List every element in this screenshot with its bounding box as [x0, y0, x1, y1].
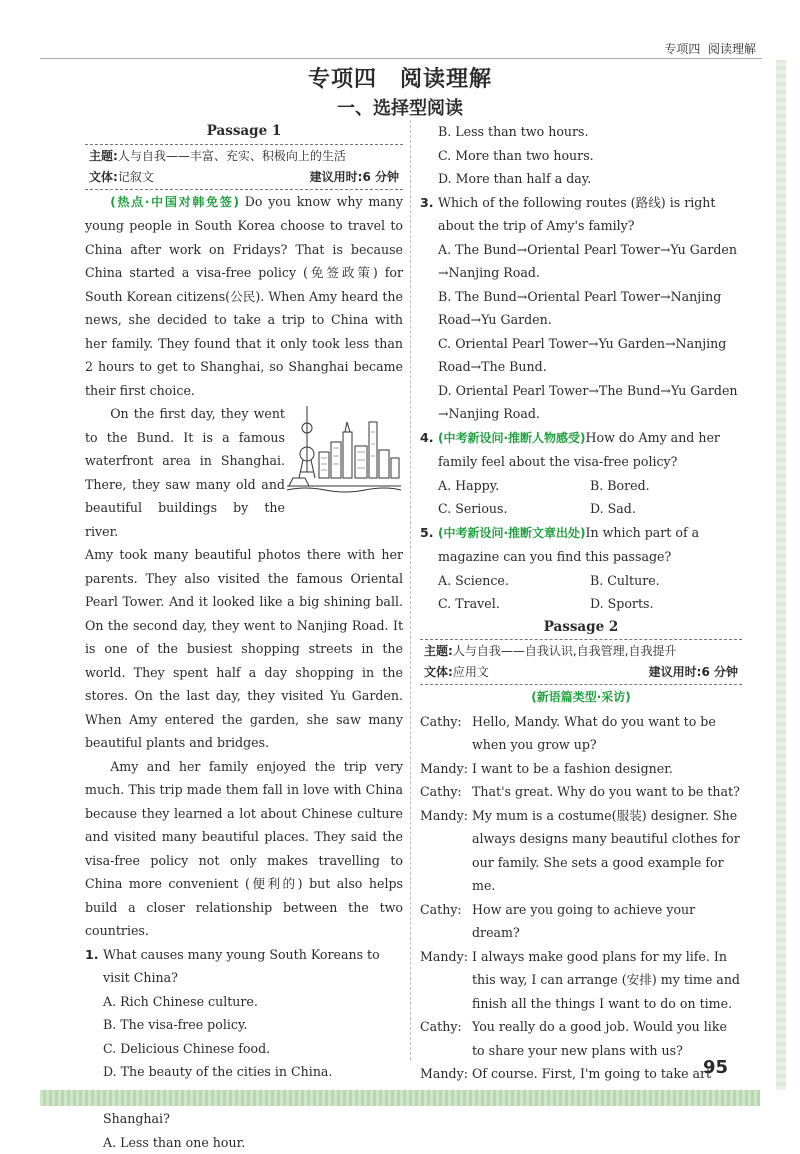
shanghai-skyline-illustration — [285, 402, 403, 494]
dialogue-line — [420, 804, 742, 898]
option-b[interactable]: B. Culture. — [590, 569, 742, 593]
passage2-tag-row — [420, 685, 742, 710]
question-text: Which of the following routes (路线) is right about the trip of Amy's family? — [438, 195, 715, 234]
option-c[interactable]: C. More than two hours. — [420, 144, 742, 168]
line-text: Of course. First, I'm going to take art — [472, 1062, 742, 1109]
line-text: Hello, Mandy. What do you want to be when you grow up? — [472, 710, 742, 757]
header-section: 专项四 — [664, 42, 700, 56]
running-header — [664, 40, 756, 57]
question-text: In which part of a magazine can you find this passage? — [438, 525, 699, 565]
speaker: Mandy: — [420, 945, 472, 1016]
hot-topic-tag: (热点·中国对韩免签) — [110, 195, 239, 209]
question-text: What causes many young South Koreans to visit China? — [103, 947, 380, 986]
option-b[interactable]: B. Bored. — [590, 474, 742, 498]
option-d[interactable]: D. Sports. — [590, 592, 742, 616]
option-d[interactable]: D. Oriental Pearl Tower→The Bund→Yu Garden →Nanjing Road. — [420, 379, 742, 426]
question-tag: (中考新设问·推断文章出处) — [438, 526, 586, 540]
dialogue-line — [420, 780, 742, 804]
passage1-paragraph-2a: On the first day, they went to the Bund. It is a famous waterfront area in Shanghai. There, they saw many old and beautiful buildings by the river. — [85, 402, 285, 543]
speaker: Mandy: — [420, 804, 472, 898]
passage2-theme: 人与自我——自我认识,自我管理,自我提升 — [453, 644, 677, 658]
genre-tag: (新语篇类型·采访) — [531, 690, 631, 704]
passage1-infobox — [85, 144, 403, 190]
page-edge-decoration — [776, 60, 786, 1090]
option-c[interactable]: C. Serious. — [438, 497, 590, 521]
passage1-paragraph-2b: Amy took many beautiful photos there with her parents. They also visited the famous Oriental Pearl Tower. And it looked like a big shining ball. On the second day, they went to Nanjing Road. It is one of the busiest shopping streets in the world. They spent half a day shopping in the stores. On the last day, they visited Yu Garden. When Amy entered the garden, she saw many beautiful plants and bridges. — [85, 543, 403, 755]
passage1-theme: 人与自我——丰富、充实、积极向上的生活 — [118, 149, 346, 163]
dialogue-line — [420, 1015, 742, 1062]
dialogue-line — [420, 710, 742, 757]
footer-band — [40, 1090, 760, 1106]
option-c[interactable]: C. Delicious Chinese food. — [85, 1037, 403, 1061]
passage1-time: 建议用时:6 分钟 — [310, 167, 399, 188]
theme-label: 主题: — [424, 644, 453, 658]
option-c[interactable]: C. Oriental Pearl Tower→Yu Garden→Nanjing Road→The Bund. — [420, 332, 742, 379]
figure-row — [85, 402, 403, 543]
question-number: 5. — [420, 521, 434, 545]
option-a[interactable]: A. Happy. — [438, 474, 590, 498]
options-row — [420, 497, 742, 521]
speaker: Cathy: — [420, 898, 472, 945]
header-topic: 阅读理解 — [708, 42, 756, 56]
option-a[interactable]: A. Less than one hour. — [85, 1131, 403, 1154]
page-title: 专项四 阅读理解 — [0, 62, 800, 93]
option-d[interactable]: D. More than half a day. — [420, 167, 742, 191]
column-divider — [410, 120, 411, 1060]
section-subtitle: 一、选择型阅读 — [0, 94, 800, 120]
option-c[interactable]: C. Travel. — [438, 592, 590, 616]
option-a[interactable]: A. The Bund→Oriental Pearl Tower→Yu Garden →Nanjing Road. — [420, 238, 742, 285]
option-a[interactable]: A. Science. — [438, 569, 590, 593]
question-3 — [420, 191, 742, 238]
passage2-genre: 应用文 — [453, 665, 489, 679]
line-text: I want to be a fashion designer. — [472, 757, 673, 781]
left-column — [85, 120, 403, 1154]
line-text: How are you going to achieve your dream? — [472, 898, 742, 945]
question-text: How do Amy and her family feel about the visa-free policy? — [438, 430, 720, 470]
speaker: Cathy: — [420, 780, 472, 804]
question-5 — [420, 521, 742, 569]
genre-label: 文体: — [424, 665, 453, 679]
dialogue-line — [420, 898, 742, 945]
passage2-infobox — [420, 639, 742, 685]
passage2-time: 建议用时:6 分钟 — [649, 662, 738, 683]
options-row — [420, 592, 742, 616]
option-d[interactable]: D. Sad. — [590, 497, 742, 521]
speaker: Mandy: — [420, 1062, 472, 1109]
p1-text: Do you know why many young people in South Korea choose to travel to China after work on Fridays? That is because China started a visa-free policy (免签政策) for South Korean citizens(公民). When Amy heard the news, she decided to take a trip to China with her family. They found that it only took less than 2 hours to get to Shanghai, so Shanghai became their first choice. — [85, 194, 403, 398]
question-1 — [85, 943, 403, 990]
dialogue-line — [420, 757, 742, 781]
question-number: 1. — [85, 943, 99, 967]
passage2-title: Passage 2 — [420, 616, 742, 640]
theme-label: 主题: — [89, 149, 118, 163]
page-number: 95 — [703, 1057, 728, 1078]
options-row — [420, 569, 742, 593]
option-a[interactable]: A. Rich Chinese culture. — [85, 990, 403, 1014]
option-b[interactable]: B. The visa-free policy. — [85, 1013, 403, 1037]
options-row — [420, 474, 742, 498]
passage1-title: Passage 1 — [85, 120, 403, 144]
line-text: I always make good plans for my life. In this way, I can arrange (安排) my time and finish all the things I want to do on time. — [472, 945, 742, 1016]
speaker: Cathy: — [420, 710, 472, 757]
passage1-paragraph-1 — [85, 190, 403, 403]
option-b[interactable]: B. The Bund→Oriental Pearl Tower→Nanjing Road→Yu Garden. — [420, 285, 742, 332]
option-d[interactable]: D. The beauty of the cities in China. — [85, 1060, 403, 1084]
question-number: 3. — [420, 191, 434, 215]
question-text: Shanghai? — [103, 1088, 376, 1127]
genre-label: 文体: — [89, 170, 118, 184]
passage1-paragraph-3: Amy and her family enjoyed the trip very much. This trip made them fall in love with China because they learned a lot about Chinese culture and visited many beautiful places. They said the visa-free policy not only makes travelling to China more convenient (便利的) but also helps build a closer relationship between the two countries. — [85, 755, 403, 943]
header-rule — [40, 58, 762, 59]
question-number: 4. — [420, 426, 434, 450]
line-text: You really do a good job. Would you like to share your new plans with us? — [472, 1015, 742, 1062]
dialogue-line — [420, 945, 742, 1016]
question-tag: (中考新设问·推断人物感受) — [438, 431, 586, 445]
line-text: That's great. Why do you want to be that? — [472, 780, 740, 804]
line-text: My mum is a costume(服装) designer. She always designs many beautiful clothes for our family. She sets a good example for me. — [472, 804, 742, 898]
passage1-genre: 记叙文 — [118, 170, 154, 184]
question-4 — [420, 426, 742, 474]
right-column — [420, 120, 742, 1109]
option-b[interactable]: B. Less than two hours. — [420, 120, 742, 144]
speaker: Mandy: — [420, 757, 472, 781]
speaker: Cathy: — [420, 1015, 472, 1062]
